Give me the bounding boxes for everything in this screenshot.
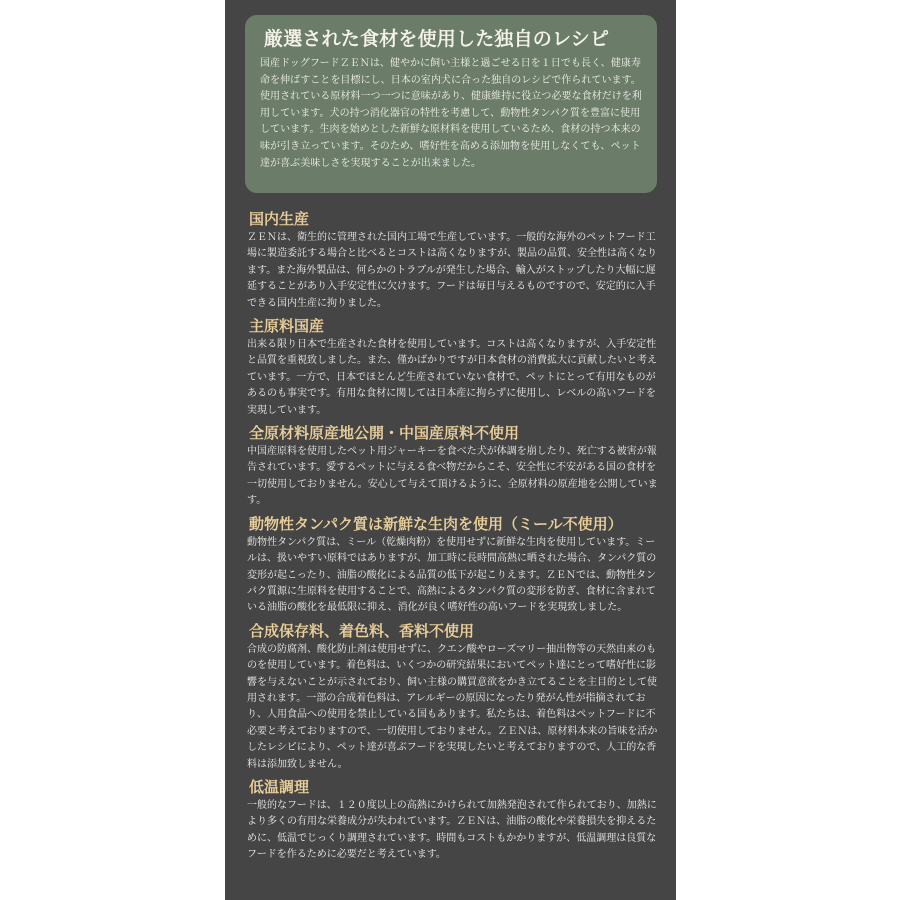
- section-low-temp-cooking: [247, 776, 659, 864]
- content-panel: [225, 0, 676, 900]
- section-title: 全原材料原産地公開・中国産原料不使用: [249, 424, 520, 443]
- feature-sections: [247, 208, 659, 867]
- section-no-additives: [247, 620, 659, 773]
- section-title: 動物性タンパク質は新鮮な生肉を使用（ミール不使用）: [249, 514, 623, 533]
- section-body: 出来る限り日本で生産された食材を使用しています。コストは高くなりますが、入手安定性と品質を重視致しました。また、僅かばかりですが日本食材の消費拡大に貢献したいと考えています。一方で、日本でほとんど生産されていない食材で、ペットにとって有用なものがあるのも事実です。有用な食材に関しては日本産に拘らずに使用し、レベルの高いフードを実現しています。: [247, 339, 657, 416]
- section-body: ＺＥＮは、衛生的に管理された国内工場で生産しています。一般的な海外のペットフード工場に製造委託する場合と比べるとコストは高くなりますが、製品の品質、安全性は高くなります。また海外製品は、何らかのトラブルが発生した場合、輸入がストップしたり大幅に遅延することがあり入手安定性に欠けます。フードは毎日与えるものですので、安定的に入手できる国内生産に拘りました。: [247, 232, 657, 309]
- section-domestic-production: [247, 208, 659, 312]
- intro-title: 厳選された食材を使用した独自のレシピ: [264, 28, 610, 50]
- section-domestic-ingredients: [247, 315, 659, 419]
- section-body: 合成の防腐剤、酸化防止剤は使用せずに、クエン酸やローズマリー抽出物等の天然由来のものを使用しています。着色料は、いくつかの研究結果においてペット達にとって嗜好性に影響を与えないことが示されており、飼い主様の購買意欲をかき立てることを主目的として使用されます。一部の合成着色料は、アレルギーの原因になったり発がん性が指摘されており、人用食品への使用を禁止している国もあります。私たちは、着色料はペットフードに不必要と考えておりますので、一切使用しておりません。ＺＥＮは、原材料本来の旨味を活かしたレシピにより、ペット達が喜ぶフードを実現したいと考えておりますので、人工的な香料は添加致しません。: [247, 643, 658, 770]
- section-body: 中国産原料を使用したペット用ジャーキーを食べた犬が体調を崩したり、死亡する被害が報告されています。愛するペットに与える食べ物だからこそ、安全性に不安がある国の食材を一切使用しておりません。安心して与えて頂けるように、全原材料の原産地を公開しています。: [247, 446, 658, 507]
- intro-box: [245, 15, 657, 193]
- section-title: 主原料国産: [249, 317, 325, 336]
- section-fresh-meat: [247, 513, 659, 617]
- intro-body: 国産ドッグフードＺＥＮは、健やかに飼い主様と過ごせる日を１日でも長く、健康寿命を伸ばすことを目標にし、日本の室内犬に合った独自のレシピで作られています。使用されている原材料一つ一つに意味があり、健康維持に役立つ必要な食材だけを利用しています。犬の持つ消化器官の特性を考慮して、動物性タンパク質を豊富に使用しています。生肉を始めとした新鮮な原材料を使用しているため、食材の持つ本来の味が引き立っています。そのため、嗜好性を高める添加物を使用しなくても、ペット達が喜ぶ美味しさを実現することが出来ました。: [260, 58, 642, 169]
- section-body: 一般的なフードは、１２０度以上の高熱にかけられて加熱発泡されて作られており、加熱により多くの有用な栄養成分が失われています。ＺＥＮは、油脂の酸化や栄養損失を抑えるために、低温でじっくり調理されています。時間もコストもかかりますが、低温調理は良質なフードを作るために必要だと考えています。: [247, 799, 657, 861]
- section-body: 動物性タンパク質は、ミール（乾燥肉粉）を使用せずに新鮮な生肉を使用しています。ミールは、扱いやすい原料ではありますが、加工時に長時間高熱に晒された場合、タンパク質の変形が起こったり、油脂の酸化による品質の低下が起こりえます。ＺＥＮでは、動物性タンパク質源に生原料を使用することで、高熱によるタンパク質の変形を防ぎ、食材に含まれている油脂の酸化を最低限に抑え、消化が良く嗜好性の高いフードを実現致しました。: [247, 536, 657, 614]
- section-title: 国内生産: [249, 210, 310, 228]
- section-title: 低温調理: [249, 777, 310, 796]
- section-title: 合成保存料、着色料、香料不使用: [249, 621, 475, 640]
- section-origin-disclosure: [247, 422, 659, 510]
